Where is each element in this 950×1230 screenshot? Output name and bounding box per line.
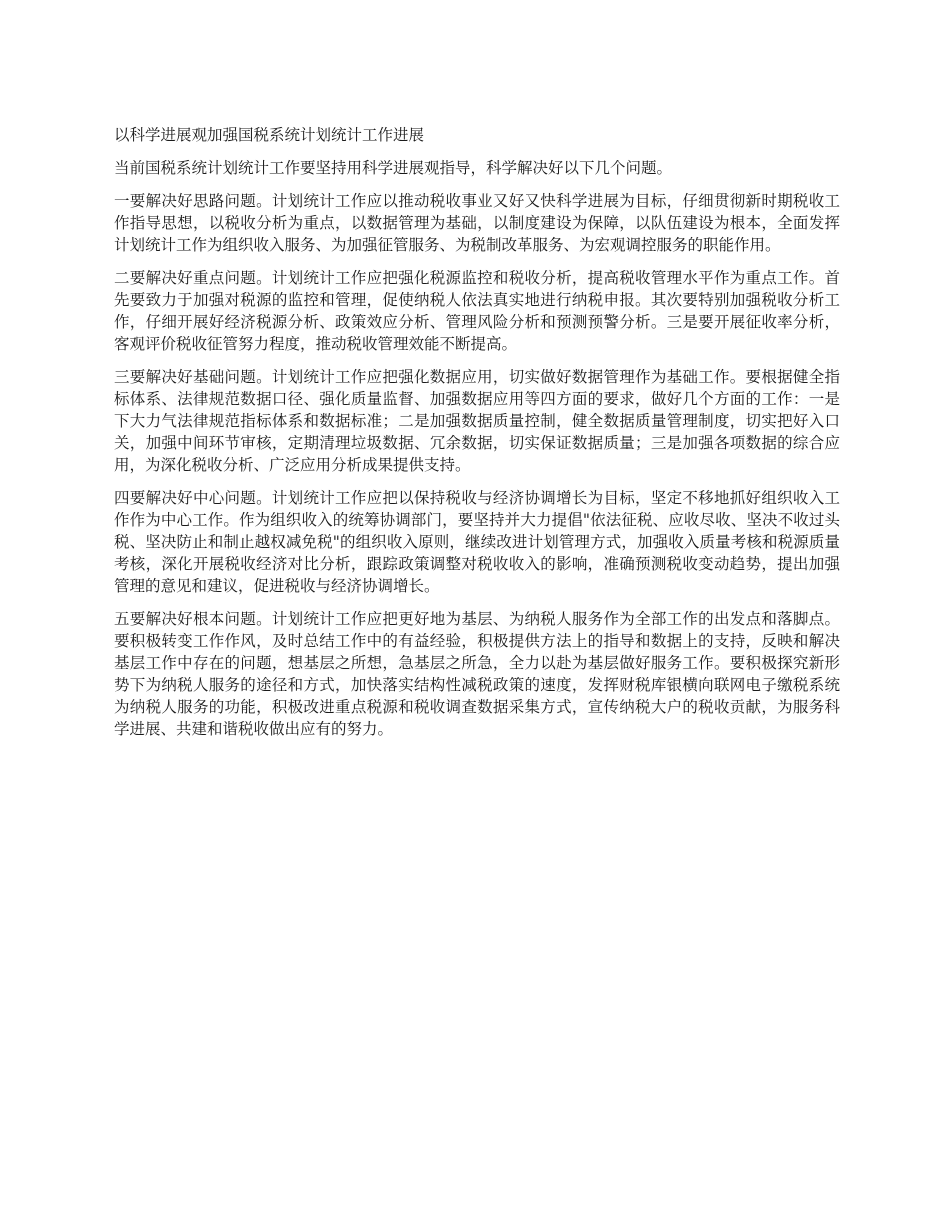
paragraph-intro: 当前国税系统计划统计工作要坚持用科学进展观指导，科学解决好以下几个问题。 — [114, 159, 673, 177]
paragraph-focus: 二要解决好重点问题。计划统计工作应把强化税源监控和税收分析，提高税收管理水平作为重点工作。首先要致力于加强对税源的监控和管理，促使纳税人依法真实地进行纳税申报。其次要特别加强税收分析工作，仔细开展好经济税源分析、政策效应分析、管理风险分析和预测预警分析。三是要开展征收率分析，客观评价税收征管努力程度，推动税收管理效能不断提高。 — [114, 269, 840, 353]
paragraph-center: 四要解决好中心问题。计划统计工作应把以保持税收与经济协调增长为目标，坚定不移地抓好组织收入工作作为中心工作。作为组织收入的统筹协调部门，要坚持并大力提倡"依法征税、应收尽收、坚决不收过头税、坚决防止和制止越权减免税"的组织收入原则，继续改进计划管理方式，加强收入质量考核和税源质量考核，深化开展税收经济对比分析，跟踪政策调整对税收收入的影响，准确预测税收变动趋势，提出加强管理的意见和建议，促进税收与经济协调增长。 — [114, 489, 840, 595]
document-page — [114, 124, 840, 751]
document-title: 以科学进展观加强国税系统计划统计工作进展 — [114, 126, 425, 144]
paragraph-foundation: 三要解决好基础问题。计划统计工作应把强化数据应用，切实做好数据管理作为基础工作。要根据健全指标体系、法律规范数据口径、强化质量监督、加强数据应用等四方面的要求，做好几个方面的工作：一是下大力气法律规范指标体系和数据标准；二是加强数据质量控制，健全数据质量管理制度，切实把好入口关，加强中间环节审核，定期清理垃圾数据、冗余数据，切实保证数据质量；三是加强各项数据的综合应用，为深化税收分析、广泛应用分析成果提供支持。 — [114, 368, 840, 474]
paragraph-approach: 一要解决好思路问题。计划统计工作应以推动税收事业又好又快科学进展为目标，仔细贯彻新时期税收工作指导思想，以税收分析为重点，以数据管理为基础，以制度建设为保障，以队伍建设为根本，全面发挥计划统计工作为组织收入服务、为加强征管服务、为税制改革服务、为宏观调控服务的职能作用。 — [114, 192, 840, 254]
paragraph-fundamental: 五要解决好根本问题。计划统计工作应把更好地为基层、为纳税人服务作为全部工作的出发点和落脚点。要积极转变工作作风，及时总结工作中的有益经验，积极提供方法上的指导和数据上的支持，反映和解决基层工作中存在的问题，想基层之所想，急基层之所急，全力以赴为基层做好服务工作。要积极探究新形势下为纳税人服务的途径和方式，加快落实结构性减税政策的速度，发挥财税库银横向联网电子缴税系统为纳税人服务的功能，积极改进重点税源和税收调查数据采集方式，宣传纳税大户的税收贡献，为服务科学进展、共建和谐税收做出应有的努力。 — [114, 610, 840, 738]
